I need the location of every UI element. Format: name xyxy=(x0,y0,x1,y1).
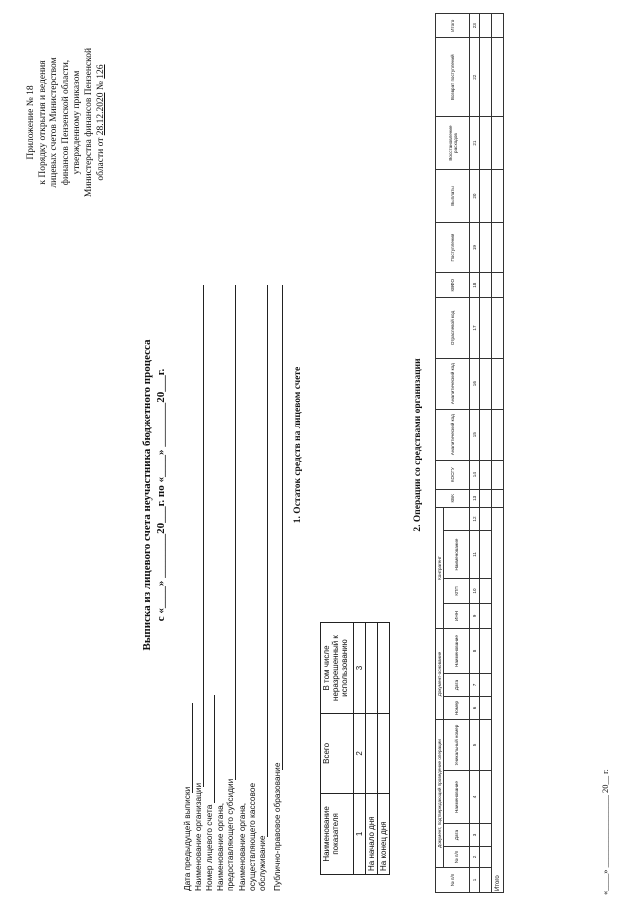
empty-cell xyxy=(480,117,492,170)
empty-cell xyxy=(480,460,492,489)
header-cell: Аналитический код xyxy=(436,358,470,409)
header-cell: Документ-основание xyxy=(436,629,444,720)
table-row xyxy=(470,14,480,893)
empty-cell xyxy=(480,273,492,298)
header-cell: ИНН xyxy=(444,604,470,629)
header-cell: В том числе неразрешенный к использованию xyxy=(321,623,354,714)
empty-cell xyxy=(480,847,492,868)
header-cell: КПП xyxy=(444,579,470,604)
table-row xyxy=(492,14,504,893)
column-number-cell: 3 xyxy=(470,824,480,847)
column-number-cell: 2 xyxy=(470,847,480,868)
header-cell: Наименование показателя xyxy=(321,793,354,874)
section2-title: 2. Операции со средствами организации xyxy=(413,358,423,532)
empty-cell xyxy=(480,508,492,531)
column-number-cell: 13 xyxy=(470,489,480,507)
header-cell: Контрагент xyxy=(436,508,444,629)
table-row xyxy=(480,14,492,893)
header-cell: Уникальный номер xyxy=(444,720,470,771)
empty-cell xyxy=(480,579,492,604)
header-cell: Наименование xyxy=(444,771,470,824)
empty-cell xyxy=(492,298,504,358)
column-number-cell: 9 xyxy=(470,604,480,629)
header-cell: Итого xyxy=(436,14,470,38)
field-underline xyxy=(214,695,215,803)
appendix-line: финансов Пензенской области, xyxy=(60,59,71,186)
header-cell: Документ, подтверждающий проведение операции xyxy=(436,720,444,868)
value-cell xyxy=(378,714,390,794)
header-cell: Номер xyxy=(444,697,470,720)
section1-title: 1. Остаток средств на лицевом счете xyxy=(293,366,303,524)
column-number-cell: 1 xyxy=(470,868,480,893)
column-number-cell: 10 xyxy=(470,579,480,604)
appendix-date: 28.12.2020 xyxy=(95,92,106,136)
header-cell: Восстановление расходов xyxy=(436,117,470,170)
column-number-cell: 3 xyxy=(354,623,366,714)
header-cell: КВФО xyxy=(436,273,470,298)
header-cell: Поступления xyxy=(436,223,470,273)
column-number-cell: 1 xyxy=(354,793,366,874)
empty-cell xyxy=(492,223,504,273)
field-prev-statement-date: Дата предыдущей выписки xyxy=(182,786,192,891)
column-number-cell: 5 xyxy=(470,720,480,771)
field-underline xyxy=(282,285,283,770)
empty-cell xyxy=(492,117,504,170)
header-cell: Дата xyxy=(444,674,470,697)
appendix-date-prefix: области от xyxy=(95,137,106,181)
column-number-cell: 6 xyxy=(470,697,480,720)
column-number-cell: 16 xyxy=(470,358,480,409)
appendix-block xyxy=(26,20,107,225)
field-subsidy-body-2: предоставляющего субсидии xyxy=(225,778,235,891)
table-row xyxy=(321,623,354,875)
value-cell xyxy=(366,714,378,794)
column-number-cell: 12 xyxy=(470,508,480,531)
title-line-2: с «____» ________20___г. по «____» ________20___г. xyxy=(155,368,167,622)
field-underline xyxy=(235,285,236,780)
appendix-number-prefix: № xyxy=(95,81,106,91)
header-cell: Отраслевой код xyxy=(436,298,470,358)
column-number-cell: 14 xyxy=(470,460,480,489)
empty-cell xyxy=(480,298,492,358)
header-cell: КОСГУ xyxy=(436,460,470,489)
empty-cell xyxy=(480,38,492,117)
document-title xyxy=(140,235,168,755)
empty-cell xyxy=(480,14,492,38)
column-number-cell: 20 xyxy=(470,170,480,223)
operations-table xyxy=(435,13,504,893)
header-cell: Возврат поступлений xyxy=(436,38,470,117)
empty-cell xyxy=(480,697,492,720)
empty-cell xyxy=(492,170,504,223)
field-underline xyxy=(192,703,193,793)
empty-cell xyxy=(480,604,492,629)
signature-date-line: «____» _________________ 20__ г. xyxy=(600,769,610,895)
column-number-cell: 4 xyxy=(470,771,480,824)
field-account-number: Номер лицевого счета xyxy=(204,804,214,891)
header-cell: Аналитический код xyxy=(436,409,470,460)
column-number-cell: 17 xyxy=(470,298,480,358)
appendix-line: к Порядку открытия и ведения xyxy=(37,60,48,185)
empty-cell xyxy=(480,409,492,460)
column-number-cell: 7 xyxy=(470,674,480,697)
column-number-cell: 22 xyxy=(470,38,480,117)
header-cell: Наименование xyxy=(444,629,470,674)
empty-cell xyxy=(492,38,504,117)
field-treasury-body-3: обслуживание xyxy=(257,835,267,891)
column-number-cell: 21 xyxy=(470,117,480,170)
appendix-line: утвержденному приказом xyxy=(72,70,83,175)
column-number-cell: 18 xyxy=(470,273,480,298)
empty-cell xyxy=(480,771,492,824)
total-row-label: Итого xyxy=(492,508,504,893)
empty-cell xyxy=(480,720,492,771)
header-cell: Дата xyxy=(444,824,470,847)
field-treasury-body-2: осуществляющего кассовое xyxy=(247,782,257,891)
empty-cell xyxy=(492,460,504,489)
header-cell: Наименование xyxy=(444,531,470,579)
table-row xyxy=(436,14,444,893)
appendix-line: Министерства финансов Пензенской xyxy=(83,47,94,198)
row-label-cell: На начало дня xyxy=(366,793,378,874)
title-line-1: Выписка из лицевого счета неучастника бюджетного процесса xyxy=(141,339,153,651)
empty-cell xyxy=(480,824,492,847)
empty-cell xyxy=(492,14,504,38)
header-cell: КБК xyxy=(436,489,470,507)
field-underline xyxy=(203,285,204,787)
header-cell: № п/п xyxy=(444,847,470,868)
column-number-cell: 15 xyxy=(470,409,480,460)
header-cell: Всего xyxy=(321,714,354,794)
column-number-cell: 8 xyxy=(470,629,480,674)
empty-cell xyxy=(480,531,492,579)
appendix-line: Приложение № 18 xyxy=(26,85,36,160)
field-organization-name: Наименование организации xyxy=(193,782,203,891)
field-subsidy-body-1: Наименование органа, xyxy=(215,802,225,891)
column-number-cell: 2 xyxy=(354,714,366,794)
empty-cell xyxy=(480,629,492,674)
column-number-cell: 11 xyxy=(470,531,480,579)
column-number-cell: 19 xyxy=(470,223,480,273)
field-underline xyxy=(267,285,268,837)
empty-cell xyxy=(480,674,492,697)
table-row xyxy=(378,623,390,875)
empty-cell xyxy=(480,489,492,507)
value-cell xyxy=(378,623,390,714)
table-row xyxy=(354,623,366,875)
appendix-number: 126 xyxy=(95,64,106,79)
empty-cell xyxy=(492,409,504,460)
appendix-line-date xyxy=(96,20,108,225)
header-cell: Выплаты xyxy=(436,170,470,223)
column-number-cell: 23 xyxy=(470,14,480,38)
value-cell xyxy=(366,623,378,714)
empty-cell xyxy=(492,273,504,298)
table-row xyxy=(366,623,378,875)
empty-cell xyxy=(480,170,492,223)
empty-cell xyxy=(480,223,492,273)
balance-table xyxy=(320,622,390,875)
header-cell: № п/п xyxy=(436,868,470,893)
field-public-entity: Публично-правовое образование xyxy=(272,762,282,891)
appendix-line: лицевых счетов Министерством xyxy=(49,57,60,188)
field-treasury-body-1: Наименование органа, xyxy=(237,802,247,891)
empty-cell xyxy=(480,868,492,893)
empty-cell xyxy=(492,489,504,507)
empty-cell xyxy=(492,358,504,409)
header-cell xyxy=(444,508,470,531)
empty-cell xyxy=(480,358,492,409)
row-label-cell: На конец дня xyxy=(378,793,390,874)
